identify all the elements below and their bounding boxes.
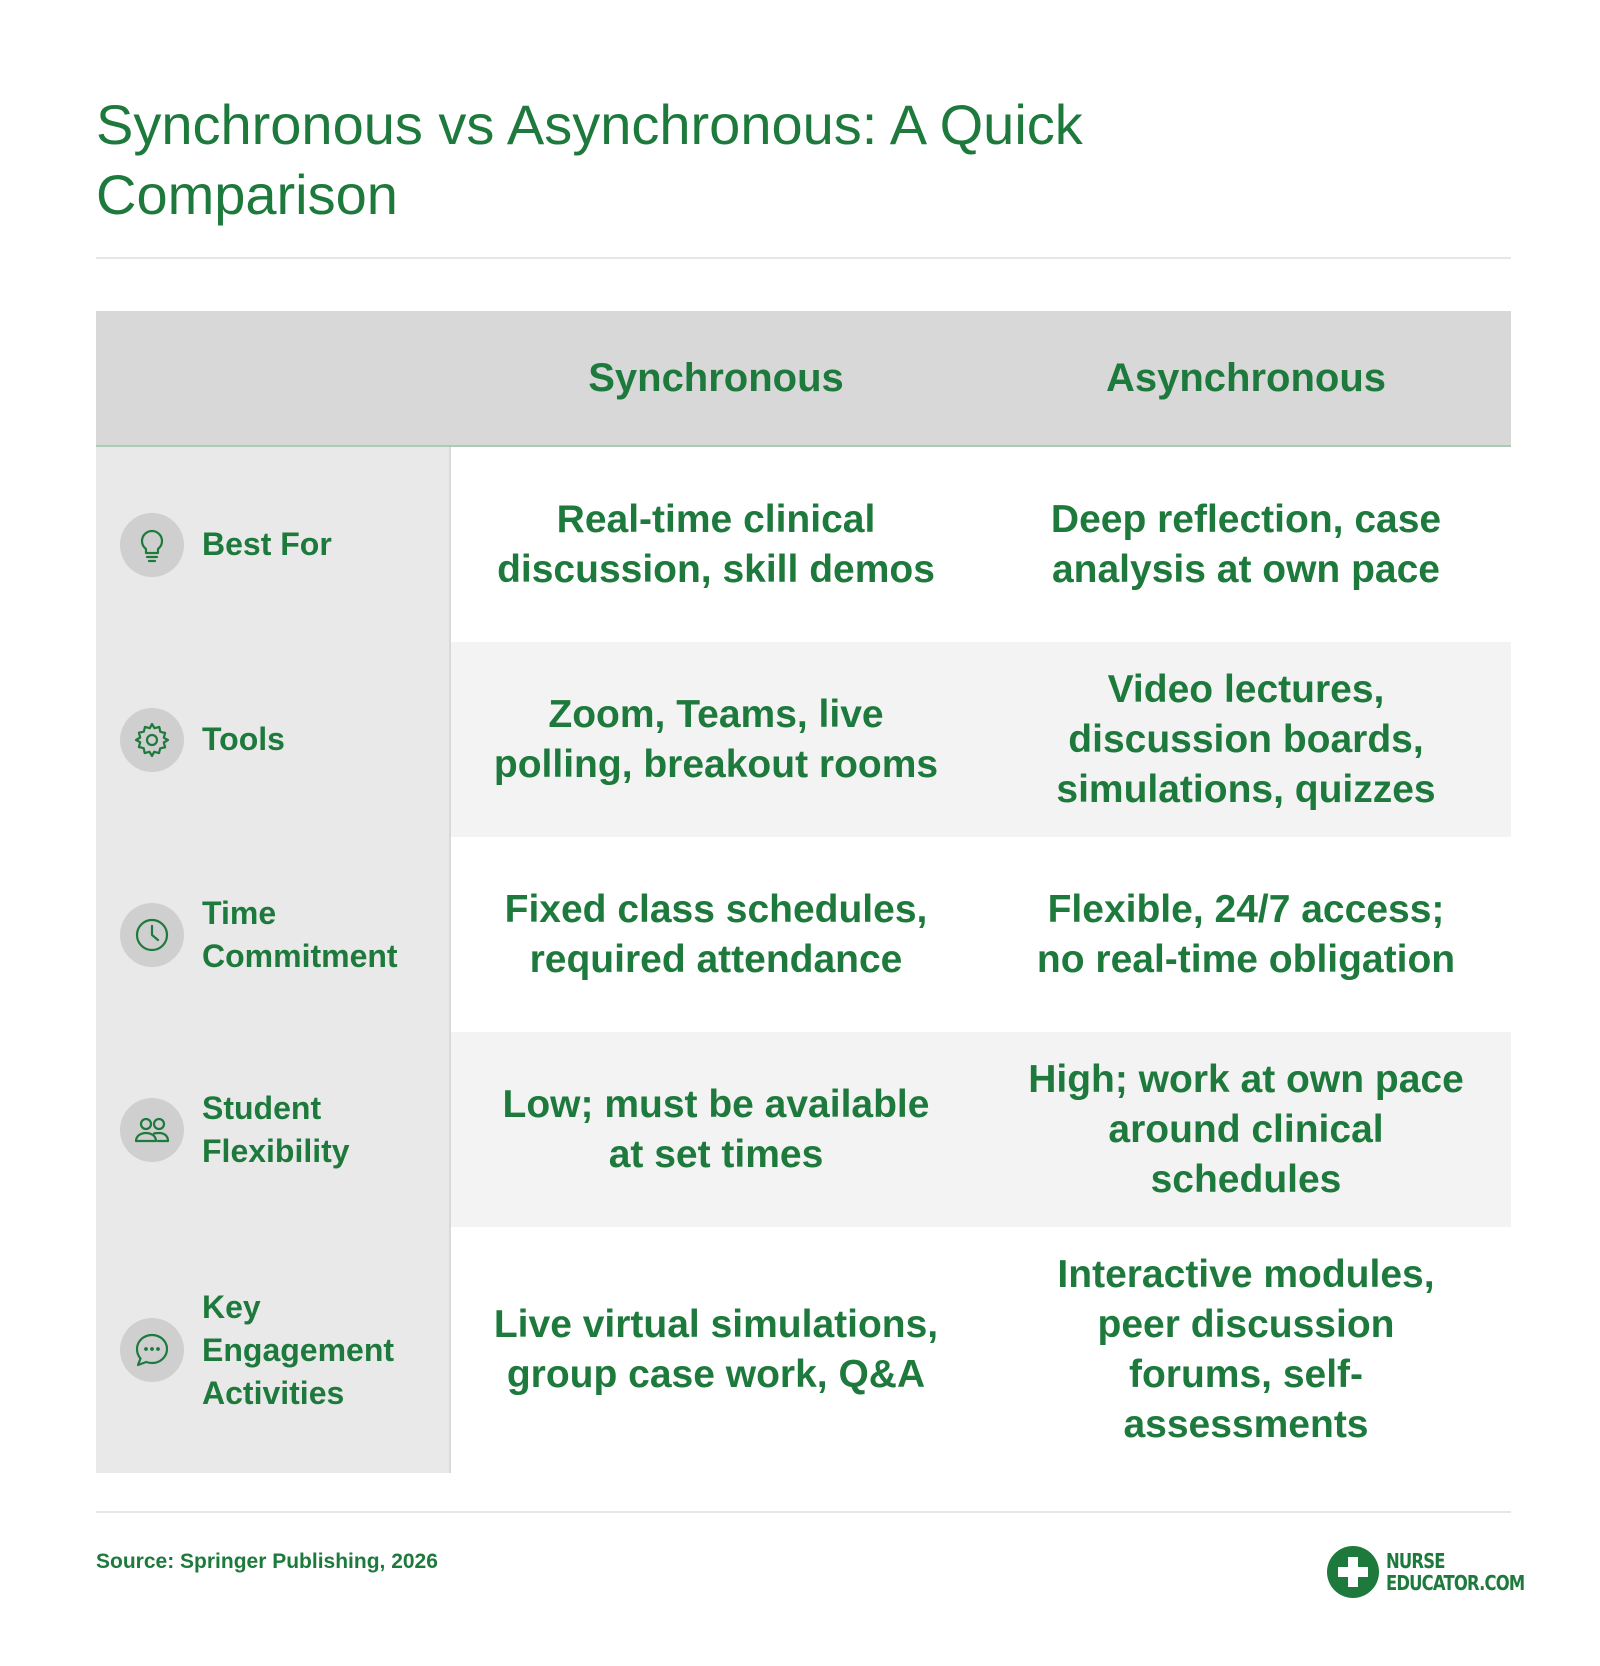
row-label-text: Best For [202, 526, 332, 562]
chat-bubble-icon [120, 1318, 184, 1382]
cell-asynchronous: Interactive modules, peer discussion forums, self-assessments [1057, 1253, 1435, 1446]
lightbulb-icon [120, 513, 184, 577]
row-label-text: Key Engagement Activities [202, 1288, 395, 1411]
gear-icon [120, 708, 184, 772]
row-label [96, 837, 451, 1032]
row-label-text: Student Flexibility [202, 1089, 350, 1169]
column-header-synchronous: Synchronous [588, 355, 844, 400]
nurse-educator-logo [1326, 1545, 1555, 1599]
cell-asynchronous: High; work at own pace around clinical schedules [981, 1032, 1511, 1227]
cell-synchronous: Real-time clinical discussion, skill demos [497, 497, 935, 591]
table-row [96, 1032, 1511, 1227]
cell-synchronous: Zoom, Teams, live polling, breakout rooms [451, 642, 981, 837]
table-body [96, 447, 1511, 1473]
column-header-asynchronous: Asynchronous [1105, 355, 1387, 400]
row-label [96, 1227, 451, 1473]
table-header [96, 311, 1511, 447]
logo-line-1: NURSE [1386, 1549, 1445, 1573]
bottom-divider [96, 1511, 1511, 1513]
row-label-text: Time Commitment [202, 894, 398, 974]
cell-asynchronous: Deep reflection, case analysis at own pace [1050, 497, 1442, 591]
cell-asynchronous: Flexible, 24/7 access; no real-time obligation [1036, 887, 1456, 981]
logo-wordmark [1386, 1550, 1524, 1594]
row-label-text: Tools [202, 721, 285, 757]
cell-synchronous: Fixed class schedules, required attendance [504, 887, 928, 981]
cell-asynchronous: Video lectures, discussion boards, simulations, quizzes [981, 642, 1511, 837]
medical-cross-icon [1326, 1545, 1380, 1599]
top-divider [96, 257, 1511, 259]
clock-icon [120, 903, 184, 967]
header-corner [96, 311, 451, 445]
page-title: Synchronous vs Asynchronous: A Quick Comparison [96, 93, 1083, 226]
row-label [96, 1032, 451, 1227]
users-icon [120, 1098, 184, 1162]
table-row [96, 642, 1511, 837]
comparison-table [96, 311, 1511, 1473]
table-row [96, 1227, 1511, 1473]
table-row [96, 447, 1511, 642]
source-note: Source: Springer Publishing, 2026 [96, 1550, 438, 1573]
cell-synchronous: Low; must be available at set times [451, 1032, 981, 1227]
row-label [96, 447, 451, 642]
logo-line-2: EDUCATOR.COM [1386, 1571, 1525, 1595]
table-row [96, 837, 1511, 1032]
row-label [96, 642, 451, 837]
cell-synchronous: Live virtual simulations, group case work, Q&A [493, 1303, 939, 1396]
